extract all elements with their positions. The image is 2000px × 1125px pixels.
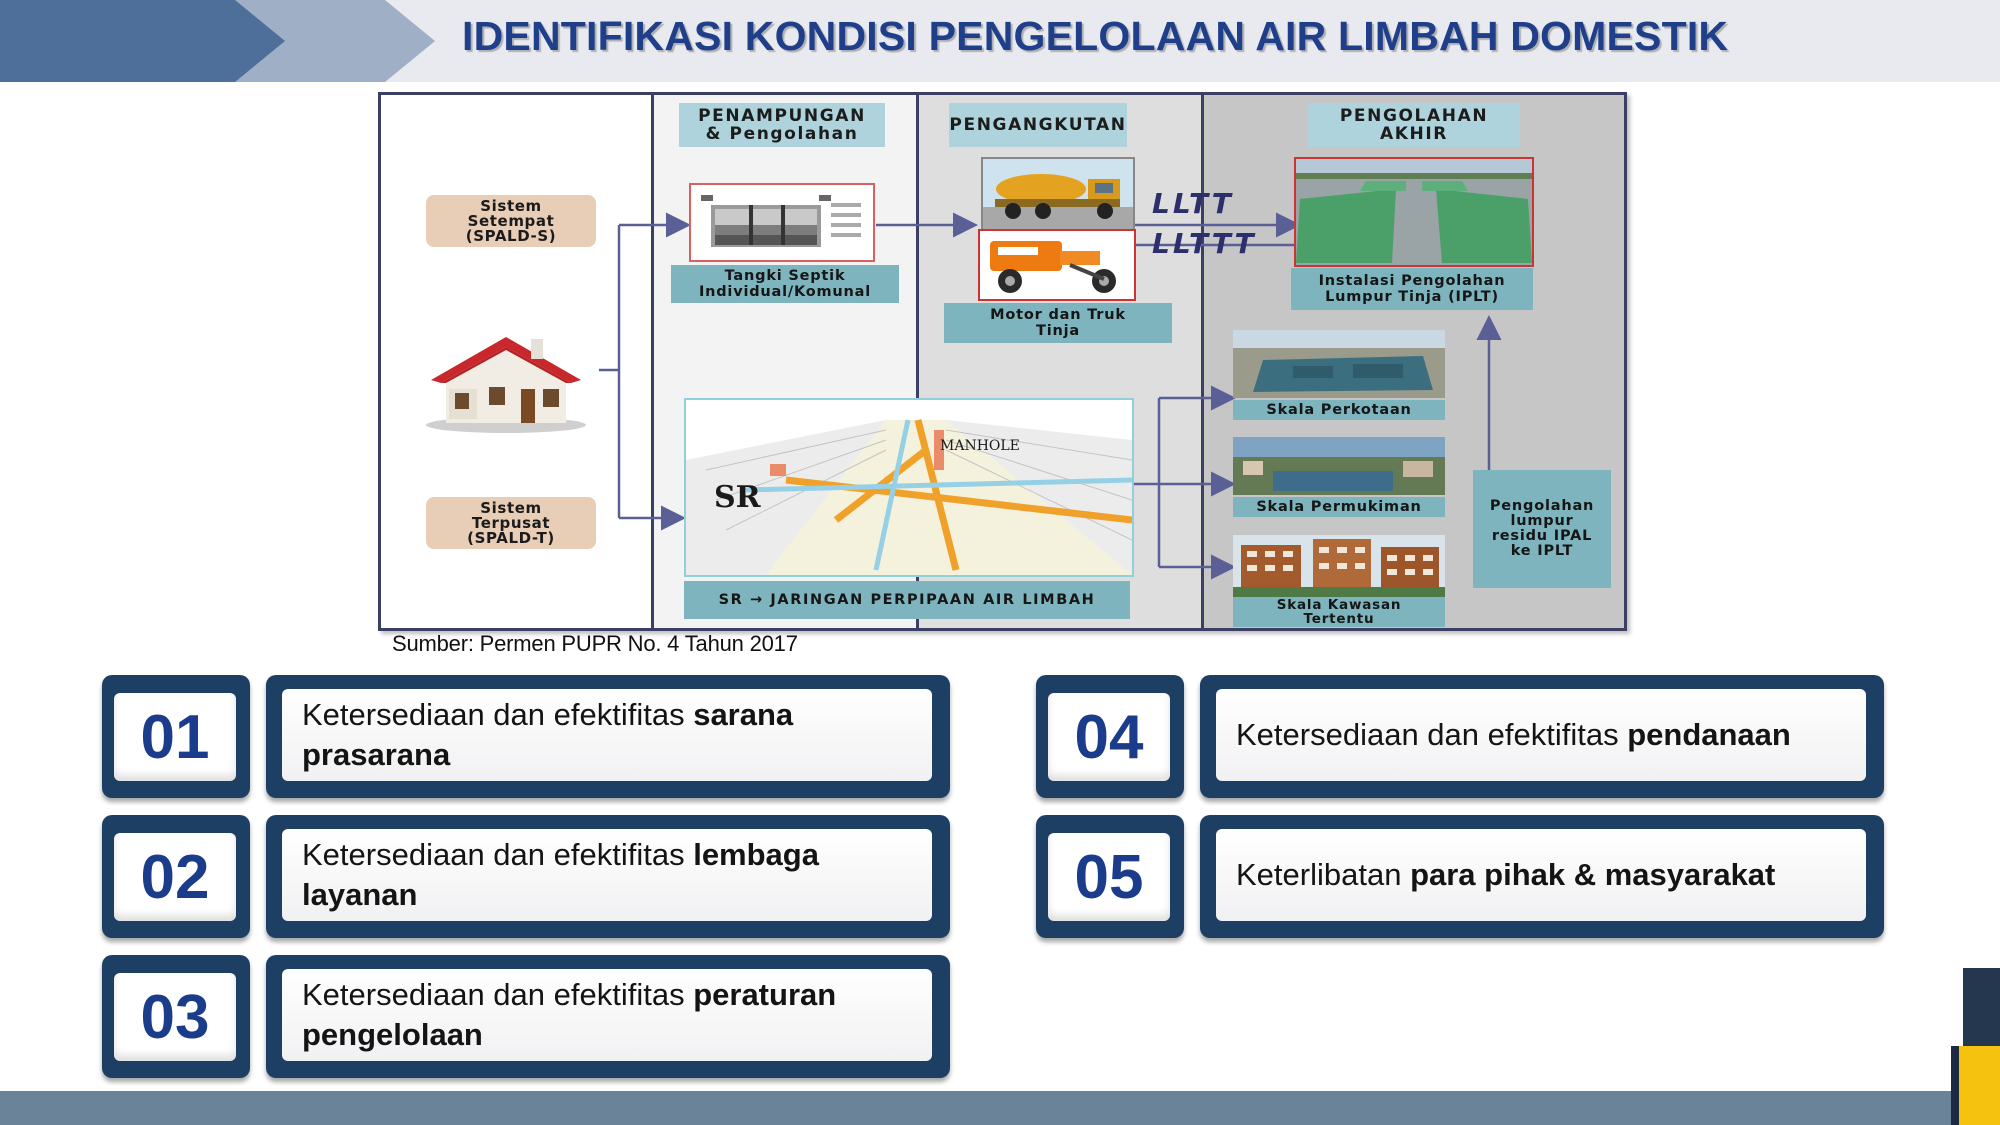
card-text-03 (266, 955, 950, 1078)
header-pengolahan-akhir: PENGOLAHAN AKHIR (1308, 103, 1520, 147)
sistem-setempat-pill: Sistem Setempat (SPALD-S) (426, 195, 596, 247)
card-text-content: Ketersediaan dan efektifitas pendanaan (1216, 689, 1866, 781)
llttt-label: LLTTT (1152, 227, 1257, 260)
card-text-content: Keterlibatan para pihak & masyarakat (1216, 829, 1866, 921)
card-number-text: 01 (114, 693, 236, 781)
card-text-04 (1200, 675, 1884, 798)
lltt-label: LLTT (1152, 187, 1234, 220)
card-number-text: 04 (1048, 693, 1170, 781)
corner-decoration-navy (1963, 968, 2000, 1048)
motor-truk-label: Motor dan Truk Tinja (944, 303, 1172, 343)
card-text-02 (266, 815, 950, 938)
iplt-image (1294, 157, 1534, 267)
sr-caption: SR → JARINGAN PERPIPAAN AIR LIMBAH (684, 581, 1130, 619)
card-number-03 (102, 955, 250, 1078)
manhole-label: MANHOLE (940, 438, 1020, 454)
skala-perkotaan-image (1233, 330, 1445, 398)
motor-tinja-image (978, 229, 1136, 301)
header-penampungan: PENAMPUNGAN & Pengolahan (679, 103, 885, 147)
pengolahan-lumpur-label: Pengolahan lumpur residu IPAL ke IPLT (1473, 470, 1611, 588)
card-text-content: Ketersediaan dan efektifitas lembaga layanan (282, 829, 932, 921)
sr-network-image (684, 398, 1134, 577)
skala-permukiman-label: Skala Permukiman (1233, 497, 1445, 517)
skala-kawasan-label: Skala Kawasan Tertentu (1233, 597, 1445, 627)
corner-decoration-gold (1951, 1046, 2000, 1125)
card-number-01 (102, 675, 250, 798)
source-citation: Sumber: Permen PUPR No. 4 Tahun 2017 (392, 631, 798, 656)
card-text-content: Ketersediaan dan efektifitas sarana prasarana (282, 689, 932, 781)
sistem-terpusat-pill: Sistem Terpusat (SPALD-T) (426, 497, 596, 549)
card-number-text: 03 (114, 973, 236, 1061)
card-number-text: 05 (1048, 833, 1170, 921)
card-number-05 (1036, 815, 1184, 938)
iplt-label: Instalasi Pengolahan Lumpur Tinja (IPLT) (1291, 268, 1533, 310)
card-text-content: Ketersediaan dan efektifitas peraturan pengelolaan (282, 969, 932, 1061)
spald-diagram (378, 92, 1627, 631)
header-pengangkutan: PENGANGKUTAN (949, 103, 1127, 147)
skala-permukiman-image (1233, 437, 1445, 495)
sr-label: SR (714, 480, 761, 515)
tangki-septik-label: Tangki Septik Individual/Komunal (671, 265, 899, 303)
card-number-04 (1036, 675, 1184, 798)
card-number-text: 02 (114, 833, 236, 921)
footer-band (0, 1091, 2000, 1125)
vacuum-truck-image (981, 157, 1135, 231)
skala-kawasan-image (1233, 535, 1445, 597)
card-number-02 (102, 815, 250, 938)
card-text-01 (266, 675, 950, 798)
septic-tank-image (689, 183, 875, 262)
page-title: IDENTIFIKASI KONDISI PENGELOLAAN AIR LIMBAH DOMESTIK (462, 13, 1729, 59)
skala-perkotaan-label: Skala Perkotaan (1233, 400, 1445, 420)
card-text-05 (1200, 815, 1884, 938)
